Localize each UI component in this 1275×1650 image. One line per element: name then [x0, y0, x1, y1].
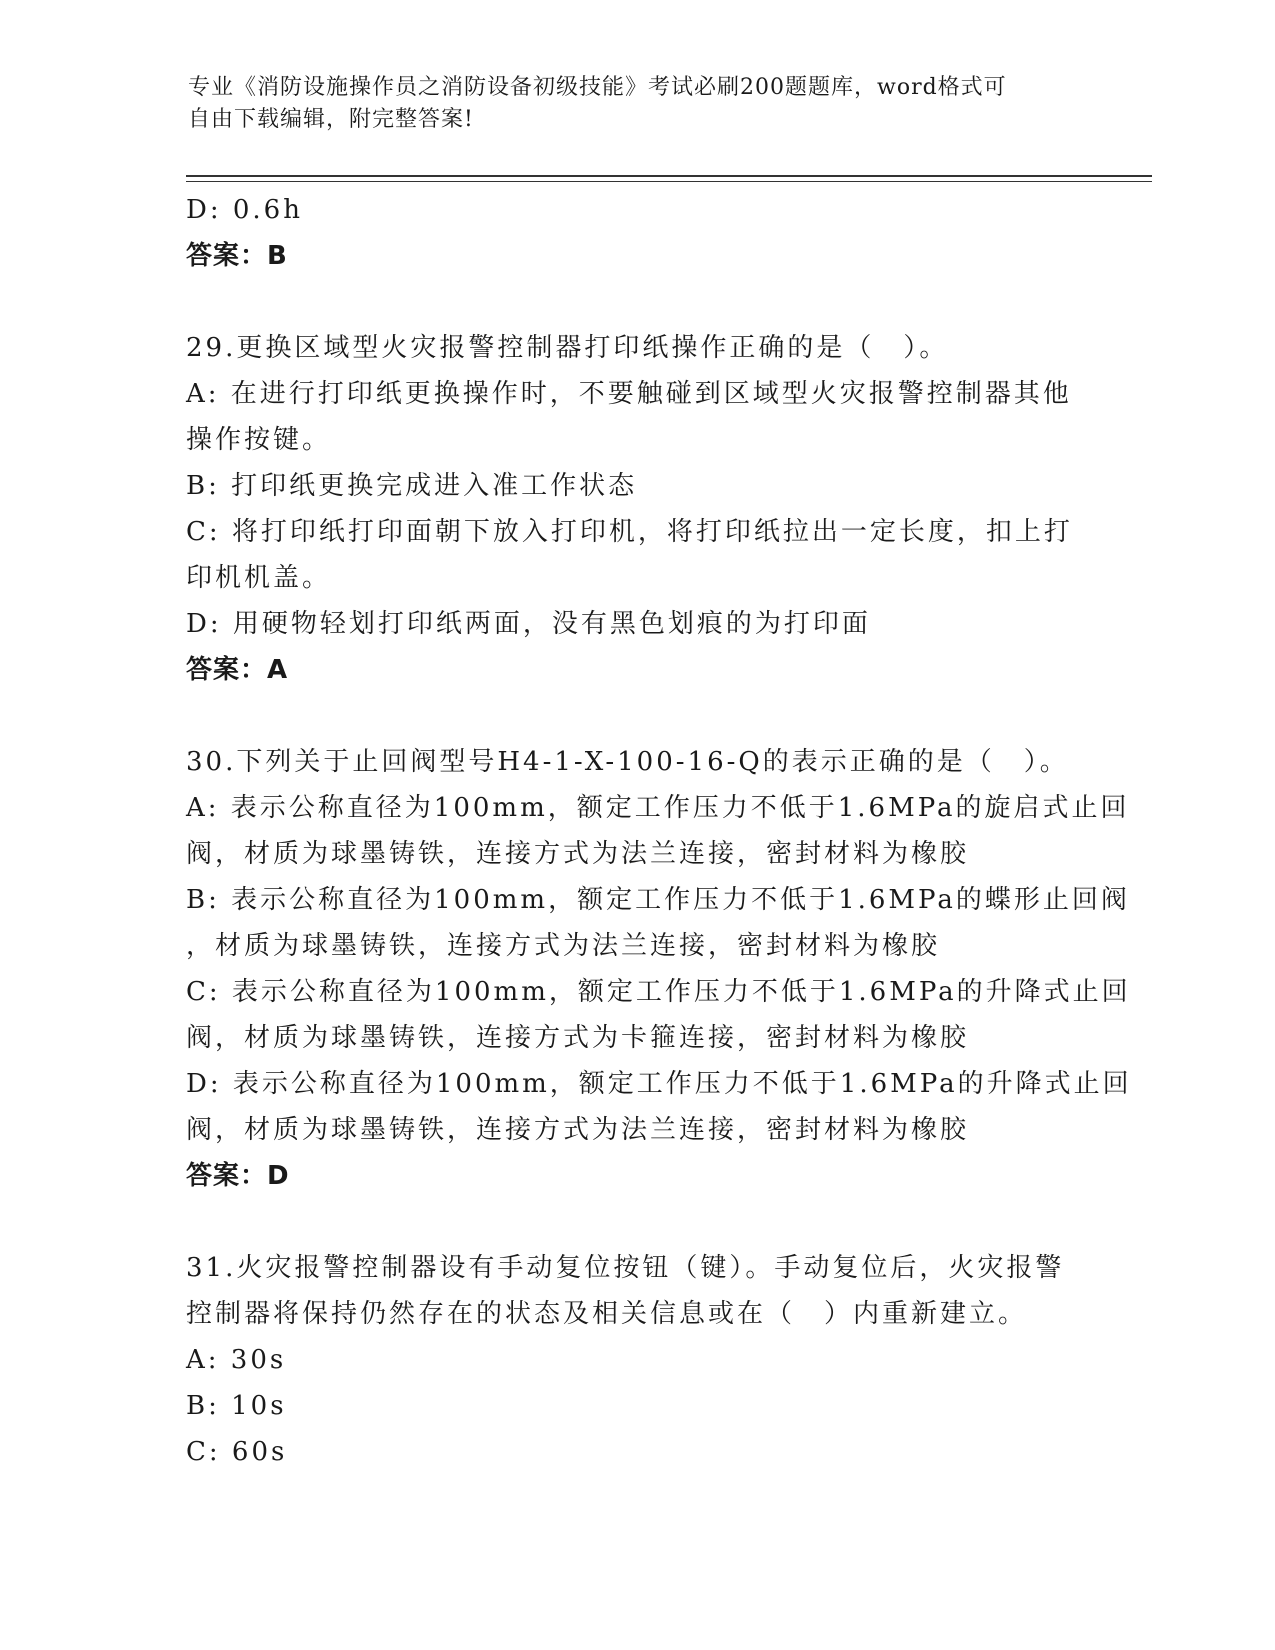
header-line-1: 专业《消防设施操作员之消防设备初级技能》考试必刷200题题库，word格式可: [188, 75, 1007, 100]
option-c-continued: 印机机盖。: [186, 563, 332, 593]
spacer: [186, 1199, 1086, 1245]
option-b: B: 打印纸更换完成进入准工作状态: [186, 471, 638, 501]
question-stem: 29.更换区域型火灾报警控制器打印纸操作正确的是（ ）。: [186, 333, 949, 363]
question-30: [186, 739, 1132, 1199]
question-stem: 30.下列关于止回阀型号H4-1-X-100-16-Q的表示正确的是（ ）。: [186, 747, 1069, 777]
option-c-continued: 阀，材质为球墨铸铁，连接方式为卡箍连接，密封材料为橡胶: [186, 1023, 970, 1053]
question-stem: 31.火灾报警控制器设有手动复位按钮（键）。手动复位后，火灾报警: [186, 1253, 1065, 1283]
answer-label: 答案：D: [186, 1161, 290, 1191]
option-a-continued: 阀，材质为球墨铸铁，连接方式为法兰连接，密封材料为橡胶: [186, 839, 970, 869]
question-29: [186, 325, 1086, 693]
option-d-continued: 阀，材质为球墨铸铁，连接方式为法兰连接，密封材料为橡胶: [186, 1115, 970, 1145]
question-stem-continued: 控制器将保持仍然存在的状态及相关信息或在（ ）内重新建立。: [186, 1299, 1028, 1329]
option-a: A: 30s: [186, 1345, 287, 1375]
header-divider-thick: [186, 175, 1152, 177]
option-c: C: 将打印纸打印面朝下放入打印机，将打印纸拉出一定长度，扣上打: [186, 517, 1073, 547]
spacer: [186, 279, 1086, 325]
option-a-continued: 操作按键。: [186, 425, 332, 455]
answer-label: 答案：A: [186, 655, 289, 685]
spacer: [186, 693, 1086, 739]
option-d: D: 表示公称直径为100mm，额定工作压力不低于1.6MPa的升降式止回: [186, 1069, 1132, 1099]
option-a: A: 在进行打印纸更换操作时，不要触碰到区域型火灾报警控制器其他: [186, 379, 1072, 409]
question-31: [186, 1245, 1086, 1475]
answer-label: 答案：B: [186, 241, 288, 271]
option-d: D: 用硬物轻划打印纸两面，没有黑色划痕的为打印面: [186, 609, 871, 639]
option-b: B: 表示公称直径为100mm，额定工作压力不低于1.6MPa的蝶形止回阀: [186, 885, 1130, 915]
option-a: A: 表示公称直径为100mm，额定工作压力不低于1.6MPa的旋启式止回: [186, 793, 1130, 823]
option-b: B: 10s: [186, 1391, 287, 1421]
option-b-continued: ，材质为球墨铸铁，连接方式为法兰连接，密封材料为橡胶: [186, 931, 941, 961]
page-header: [188, 72, 1068, 136]
option-c: C: 60s: [186, 1437, 288, 1467]
option-c: C: 表示公称直径为100mm，额定工作压力不低于1.6MPa的升降式止回: [186, 977, 1131, 1007]
header-line-2: 自由下载编辑，附完整答案!: [188, 107, 474, 132]
question-content: [186, 187, 1132, 1475]
header-divider-thin: [186, 181, 1152, 182]
option-d: D: 0.6h: [186, 195, 303, 225]
question-28-tail: [186, 187, 1086, 279]
